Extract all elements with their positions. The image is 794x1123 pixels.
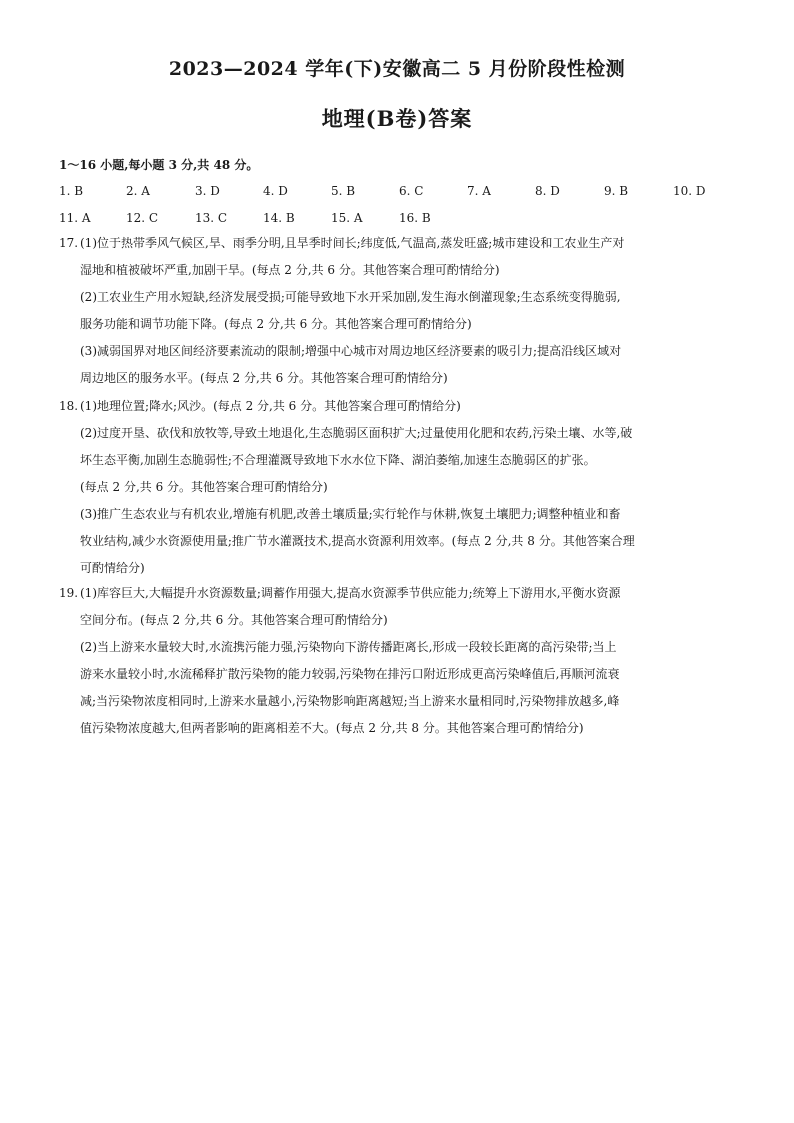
answer-item: 10. D: [673, 184, 706, 198]
answer-text: (1)位于热带季风气候区,旱、雨季分明,且旱季时间长;纬度低,气温高,蒸发旺盛;城市建设和工农业生产对: [80, 236, 625, 250]
answer-item: 15. A: [331, 211, 363, 225]
answer-item: 13. C: [195, 211, 228, 225]
answer-item: 1. B: [59, 184, 84, 198]
question-line: [59, 393, 739, 420]
question-line: 游来水量较小时,水流稀释扩散污染物的能力较弱,污染物在排污口附近形成更高污染峰值后,再顺河流衰: [80, 667, 620, 681]
answer-item: 16. B: [399, 211, 431, 225]
answer-text: (1)库容巨大,大幅提升水资源数量;调蓄作用强大,提高水资源季节供应能力;统筹上下游用水,平衡水资源: [80, 586, 621, 600]
question-line: (3)减弱国界对地区间经济要素流动的限制;增强中心城市对周边地区经济要素的吸引力;提高沿线区域对: [80, 344, 622, 358]
question-line: (每点 2 分,共 6 分。其他答案合理可酌情给分): [80, 480, 328, 494]
multiple-choice-row-2: [59, 211, 749, 231]
question-line: 坏生态平衡,加剧生态脆弱性;不合理灌溉导致地下水水位下降、湖泊萎缩,加速生态脆弱区的扩张。: [80, 453, 596, 467]
question-line: 服务功能和调节功能下降。(每点 2 分,共 6 分。其他答案合理可酌情给分): [80, 317, 472, 331]
question-line: 周边地区的服务水平。(每点 2 分,共 6 分。其他答案合理可酌情给分): [80, 371, 448, 385]
multiple-choice-row-1: [59, 184, 749, 204]
question-18: [59, 393, 739, 582]
question-line: (3)推广生态农业与有机农业,增施有机肥,改善土壤质量;实行轮作与休耕,恢复土壤肥力;调整种植业和畜: [80, 507, 621, 521]
answer-item: 6. C: [399, 184, 424, 198]
answer-item: 5. B: [331, 184, 356, 198]
answer-item: 2. A: [126, 184, 150, 198]
answer-item: 4. D: [263, 184, 288, 198]
answer-item: 7. A: [467, 184, 491, 198]
question-line: 减;当污染物浓度相同时,上游来水量越小,污染物影响距离越短;当上游来水量相同时,污染物排放越多,峰: [80, 694, 620, 708]
answer-text: (1)地理位置;降水;风沙。(每点 2 分,共 6 分。其他答案合理可酌情给分): [80, 399, 461, 413]
question-line: 值污染物浓度越大,但两者影响的距离相差不大。(每点 2 分,共 8 分。其他答案合理可酌情给分): [80, 721, 584, 735]
answer-item: 12. C: [126, 211, 159, 225]
question-line: [59, 580, 739, 607]
answer-item: 11. A: [59, 211, 91, 225]
page-subtitle: 地理(B卷)答案: [321, 106, 473, 131]
question-17: [59, 230, 739, 392]
question-line: (2)过度开垦、砍伐和放牧等,导致土地退化,生态脆弱区面积扩大;过量使用化肥和农药,污染土壤、水等,破: [80, 426, 633, 440]
question-line: (2)工农业生产用水短缺,经济发展受损;可能导致地下水开采加剧,发生海水倒灌现象;生态系统变得脆弱,: [80, 290, 621, 304]
page-title: 2023—2024 学年(下)安徽高二 5 月份阶段性检测: [168, 58, 626, 80]
answer-item: 8. D: [535, 184, 560, 198]
question-line: 空间分布。(每点 2 分,共 6 分。其他答案合理可酌情给分): [80, 613, 388, 627]
answer-item: 3. D: [195, 184, 220, 198]
question-number: 17.: [59, 236, 79, 250]
answer-item: 14. B: [263, 211, 295, 225]
question-line: (2)当上游来水量较大时,水流携污能力强,污染物向下游传播距离长,形成一段较长距离的高污染带;当上: [80, 640, 617, 654]
question-number: 18.: [59, 399, 79, 413]
question-19: [59, 580, 739, 742]
question-line: 湿地和植被破坏严重,加剧干旱。(每点 2 分,共 6 分。其他答案合理可酌情给分): [80, 263, 500, 277]
question-number: 19.: [59, 586, 79, 600]
question-line: 可酌情给分): [80, 561, 145, 575]
multiple-choice-heading: 1～16 小题,每小题 3 分,共 48 分。: [59, 158, 259, 172]
question-line: 牧业结构,减少水资源使用量;推广节水灌溉技术,提高水资源利用效率。(每点 2 分,共 8 分。其他答案合理: [80, 534, 635, 548]
answer-item: 9. B: [604, 184, 629, 198]
question-line: [59, 230, 739, 257]
